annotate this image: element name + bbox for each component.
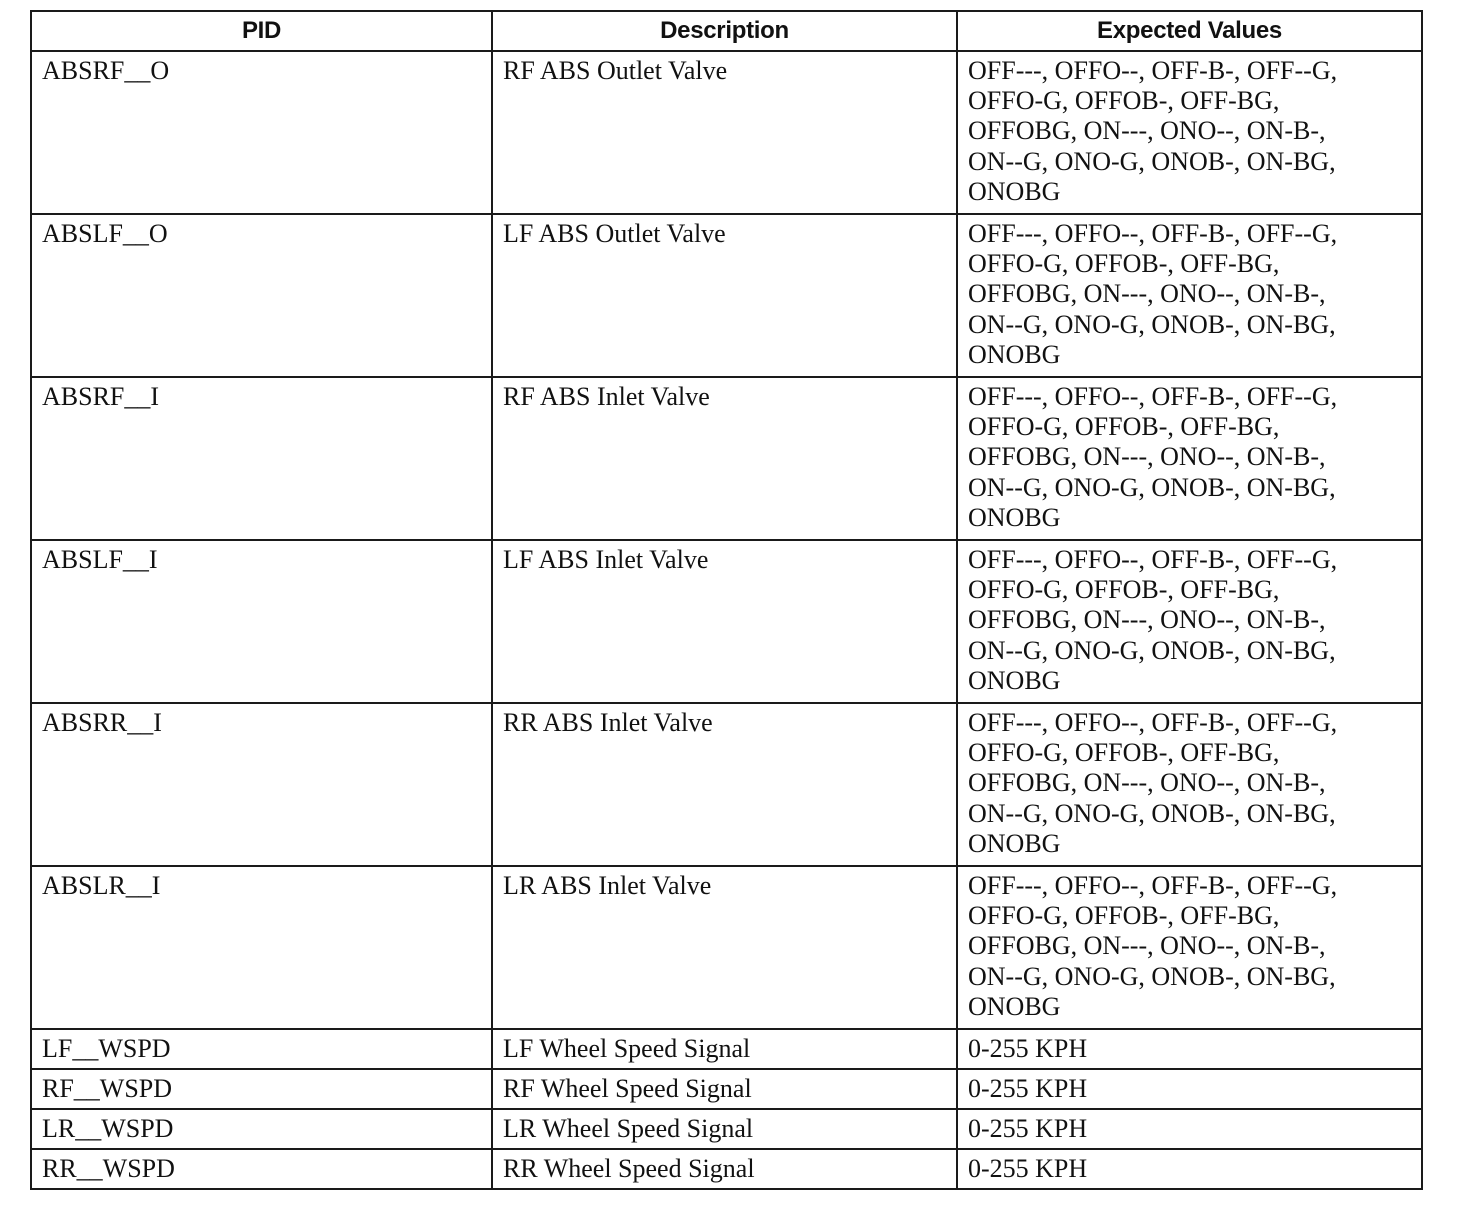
description-cell: RR ABS Inlet Valve: [492, 703, 957, 866]
description-cell: LR ABS Inlet Valve: [492, 866, 957, 1029]
description-cell: RF Wheel Speed Signal: [492, 1069, 957, 1109]
expected-values-cell: 0-255 KPH: [957, 1069, 1422, 1109]
pid-cell: RR__WSPD: [31, 1149, 492, 1189]
expected-values-cell: OFF---, OFFO--, OFF-B-, OFF--G, OFFO-G, OFFOB-, OFF-BG, OFFOBG, ON---, ONO--, ON-B-, ON--G, ONO-G, ONOB-, ON-BG, ONOBG: [957, 51, 1422, 214]
table-row: [31, 214, 1422, 377]
expected-values-cell: OFF---, OFFO--, OFF-B-, OFF--G, OFFO-G, OFFOB-, OFF-BG, OFFOBG, ON---, ONO--, ON-B-, ON--G, ONO-G, ONOB-, ON-BG, ONOBG: [957, 214, 1422, 377]
pid-cell: LF__WSPD: [31, 1029, 492, 1069]
table-row: [31, 1069, 1422, 1109]
pid-cell: ABSRF__O: [31, 51, 492, 214]
table-row: [31, 540, 1422, 703]
table-row: [31, 1029, 1422, 1069]
pid-cell: ABSLF__I: [31, 540, 492, 703]
table-row: [31, 51, 1422, 214]
expected-values-cell: 0-255 KPH: [957, 1109, 1422, 1149]
pid-cell: LR__WSPD: [31, 1109, 492, 1149]
pid-cell: ABSLF__O: [31, 214, 492, 377]
expected-values-cell: OFF---, OFFO--, OFF-B-, OFF--G, OFFO-G, OFFOB-, OFF-BG, OFFOBG, ON---, ONO--, ON-B-, ON--G, ONO-G, ONOB-, ON-BG, ONOBG: [957, 540, 1422, 703]
pid-cell: ABSRR__I: [31, 703, 492, 866]
table-row: [31, 866, 1422, 1029]
header-expected-values: Expected Values: [957, 11, 1422, 51]
description-cell: LF ABS Outlet Valve: [492, 214, 957, 377]
header-description: Description: [492, 11, 957, 51]
table-row: [31, 1149, 1422, 1189]
expected-values-cell: 0-255 KPH: [957, 1149, 1422, 1189]
expected-values-cell: OFF---, OFFO--, OFF-B-, OFF--G, OFFO-G, OFFOB-, OFF-BG, OFFOBG, ON---, ONO--, ON-B-, ON--G, ONO-G, ONOB-, ON-BG, ONOBG: [957, 703, 1422, 866]
description-cell: LF Wheel Speed Signal: [492, 1029, 957, 1069]
table-row: [31, 377, 1422, 540]
expected-values-cell: 0-255 KPH: [957, 1029, 1422, 1069]
description-cell: RF ABS Outlet Valve: [492, 51, 957, 214]
table-row: [31, 1109, 1422, 1149]
expected-values-cell: OFF---, OFFO--, OFF-B-, OFF--G, OFFO-G, OFFOB-, OFF-BG, OFFOBG, ON---, ONO--, ON-B-, ON--G, ONO-G, ONOB-, ON-BG, ONOBG: [957, 377, 1422, 540]
header-pid: PID: [31, 11, 492, 51]
description-cell: RF ABS Inlet Valve: [492, 377, 957, 540]
pid-table: [30, 10, 1423, 1190]
description-cell: LF ABS Inlet Valve: [492, 540, 957, 703]
expected-values-cell: OFF---, OFFO--, OFF-B-, OFF--G, OFFO-G, OFFOB-, OFF-BG, OFFOBG, ON---, ONO--, ON-B-, ON--G, ONO-G, ONOB-, ON-BG, ONOBG: [957, 866, 1422, 1029]
header-row: [31, 11, 1422, 51]
pid-cell: ABSLR__I: [31, 866, 492, 1029]
pid-cell: RF__WSPD: [31, 1069, 492, 1109]
description-cell: RR Wheel Speed Signal: [492, 1149, 957, 1189]
description-cell: LR Wheel Speed Signal: [492, 1109, 957, 1149]
table-row: [31, 703, 1422, 866]
pid-cell: ABSRF__I: [31, 377, 492, 540]
